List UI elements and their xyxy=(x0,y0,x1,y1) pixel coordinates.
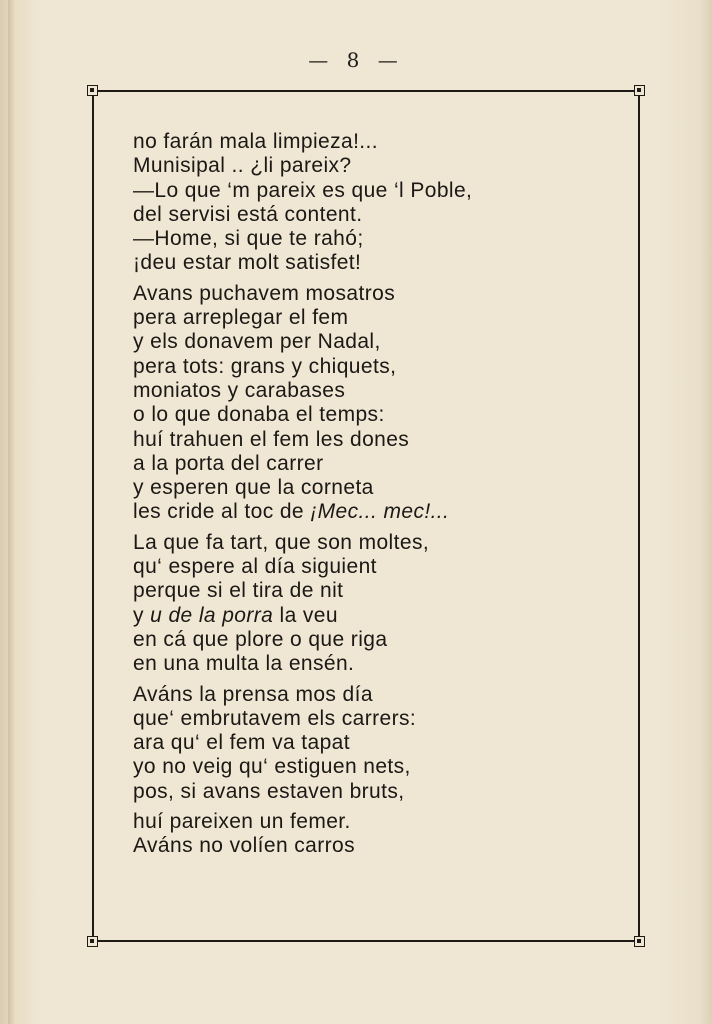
verse-line: Aváns no volíen carros xyxy=(133,834,356,858)
verse-line: ¡deu estar molt satisfet! xyxy=(133,251,362,275)
verse-line: huí trahuen el fem les dones xyxy=(133,427,410,451)
verse-line: pera tots: grans y chiquets, xyxy=(133,354,397,378)
verse-line: perque si el tira de nit xyxy=(133,579,344,603)
frame-corner-ornament xyxy=(87,85,98,96)
verse-line: en una multa la ensén. xyxy=(133,652,355,676)
frame-corner-ornament xyxy=(634,936,645,947)
verse-line-text: y xyxy=(133,603,151,627)
verse-line: Munisipal .. ¿li pareix? xyxy=(133,154,352,178)
verse-line: Aváns la prensa mos día xyxy=(133,682,373,706)
stanza xyxy=(133,810,603,859)
page-binding-edge xyxy=(8,0,14,1024)
stanza xyxy=(133,683,603,804)
poem-text xyxy=(133,130,603,865)
verse-line: del servisi está content. xyxy=(133,202,363,226)
stanza xyxy=(133,282,603,525)
verse-line-text: les cride al toc de xyxy=(133,500,311,524)
verse-line: pera arreplegar el fem xyxy=(133,306,349,330)
frame-corner-ornament xyxy=(87,936,98,947)
italic-exclamation: ¡Mec... mec!... xyxy=(310,500,450,524)
verse-line: y esperen que la corneta xyxy=(133,476,374,500)
verse-line: que‘ embrutavem els carrers: xyxy=(133,706,417,730)
italic-phrase: u de la porra xyxy=(150,603,274,627)
verse-line: moniatos y carabases xyxy=(133,378,346,402)
verse-line: —Home, si que te rahó; xyxy=(133,227,364,251)
frame-top-rule xyxy=(98,90,634,92)
verse-line: Avans puchavem mosatros xyxy=(133,281,396,305)
verse-line: ara qu‘ el fem va tapat xyxy=(133,731,350,755)
verse-line xyxy=(133,604,603,628)
verse-line: pos, si avans estaven bruts, xyxy=(133,779,405,803)
frame-left-rule xyxy=(92,96,94,936)
verse-line-text: la veu xyxy=(273,603,338,627)
verse-line: —Lo que ‘m pareix es que ‘l Poble, xyxy=(133,178,473,202)
frame-bottom-rule xyxy=(98,940,634,942)
verse-line: y els donavem per Nadal, xyxy=(133,330,381,354)
verse-line: a la porta del carrer xyxy=(133,451,324,475)
verse-line: no farán mala limpieza!... xyxy=(133,130,379,153)
page-number: — 8 — xyxy=(308,48,404,72)
verse-line: en cá que plore o que riga xyxy=(133,627,388,651)
verse-line: qu‘ espere al día siguient xyxy=(133,555,377,579)
verse-line: yo no veig qu‘ estiguen nets, xyxy=(133,755,411,779)
verse-line: huí pareixen un femer. xyxy=(133,810,351,834)
verse-line: o lo que donaba el temps: xyxy=(133,403,385,427)
verse-line: La que fa tart, que son moltes, xyxy=(133,530,430,554)
verse-line xyxy=(133,500,603,524)
frame-corner-ornament xyxy=(634,85,645,96)
frame-right-rule xyxy=(638,96,640,936)
stanza xyxy=(133,130,603,276)
stanza xyxy=(133,531,603,677)
